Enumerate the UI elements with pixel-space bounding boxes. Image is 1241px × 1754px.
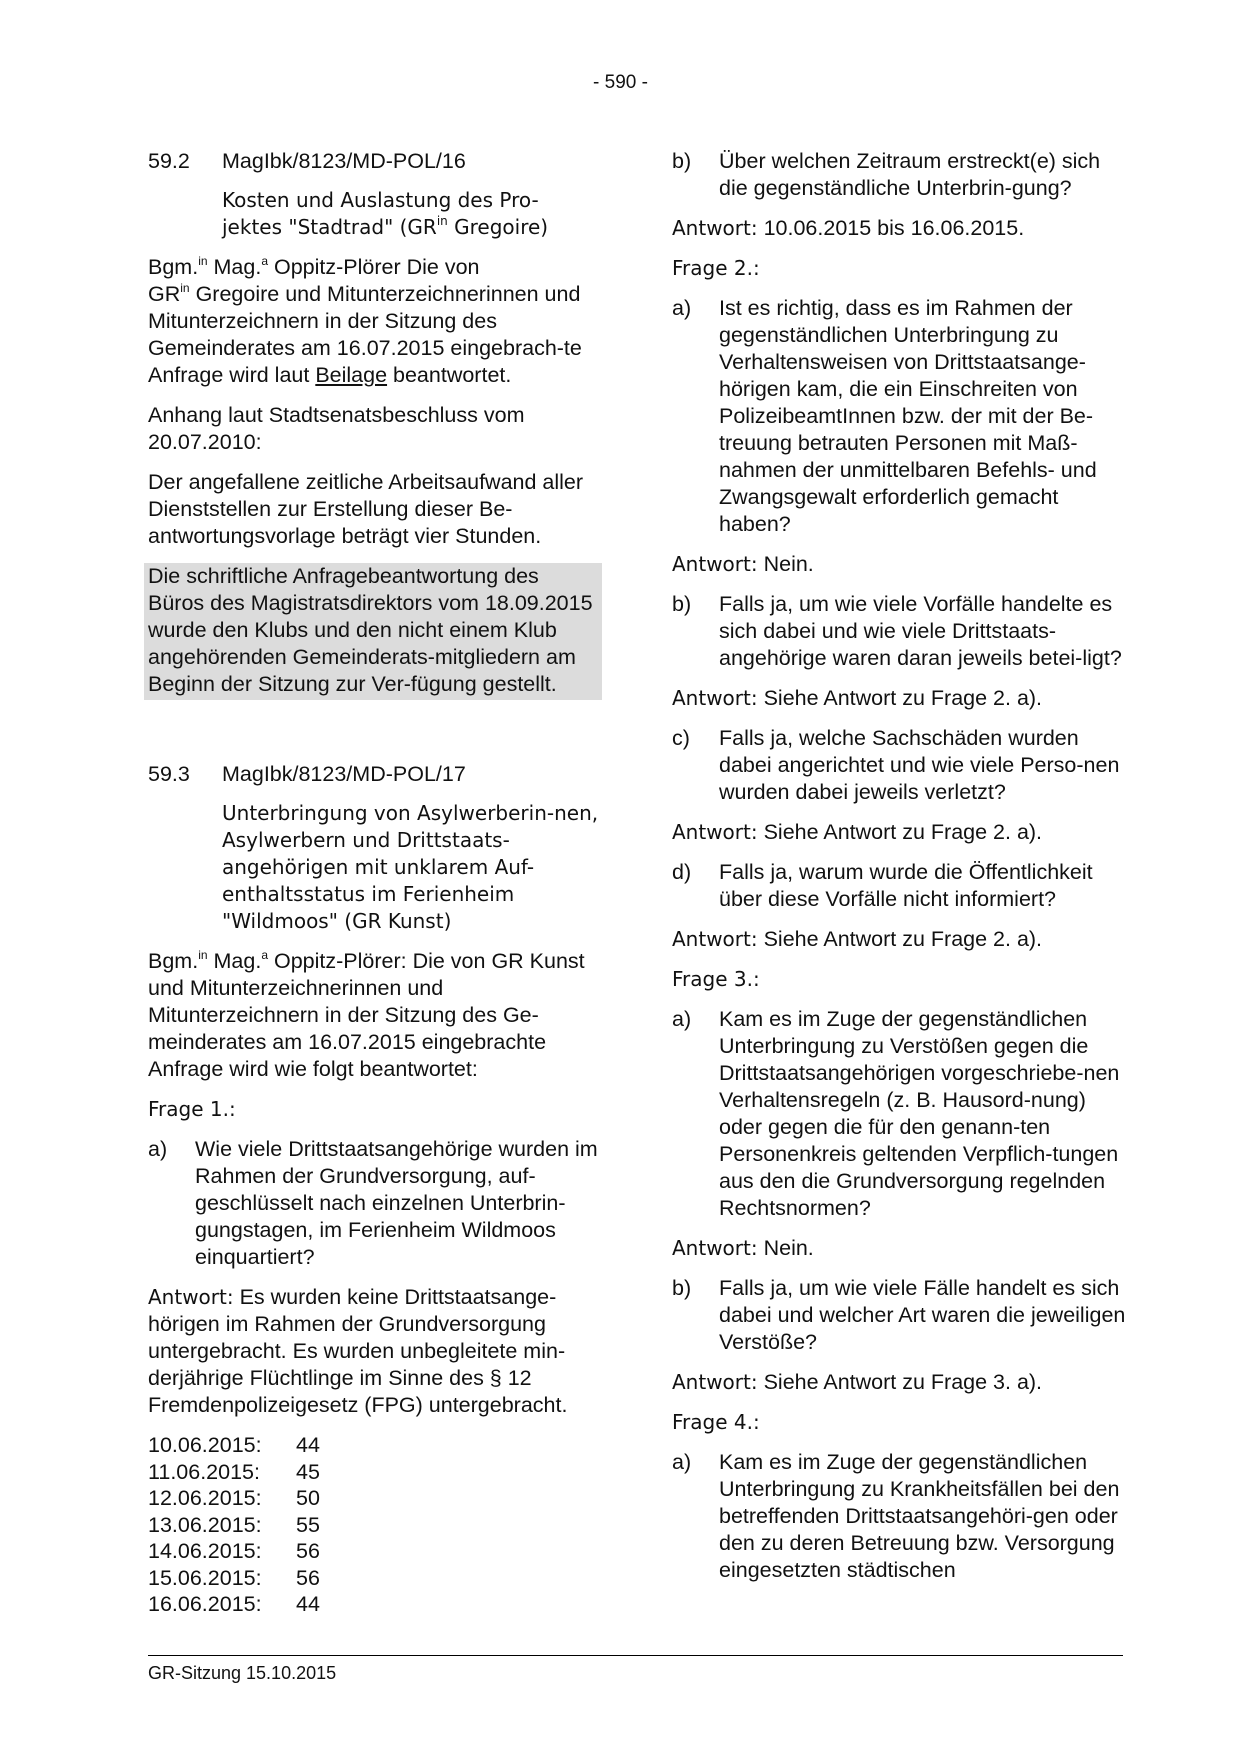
item-label: a) (672, 1450, 692, 1474)
item-text: Kam es im Zuge der gegenständlichen Unterbringung zu Verstößen gegen die Drittstaatsangehörigen vorgeschriebe-nen Verhaltensregeln (z. B. Hausord-nung) oder gegen die für den genann-ten Personenkreis geltenden Verpflich-tungen aus den die Grundversorgung regelnden Rechtsnormen? (719, 1007, 1120, 1220)
section-heading-59-3 (148, 761, 602, 788)
superscript: in (436, 214, 448, 228)
section-code: MagIbk/8123/MD-POL/16 (222, 149, 466, 173)
item-label: c) (672, 726, 690, 750)
section-number: 59.3 (148, 762, 190, 786)
answer: Antwort: Siehe Antwort zu Frage 2. a). (672, 820, 1043, 844)
item-text: Über welchen Zeitraum erstreckt(e) sich die gegenständliche Unterbrin-gung? (719, 149, 1101, 200)
item-label: b) (672, 149, 692, 173)
item-text: Falls ja, welche Sachschäden wurden dabei angerichtet und wie viele Perso-nen wurden dabei jeweils verletzt? (719, 726, 1120, 804)
item-text: Falls ja, um wie viele Fälle handelt es sich dabei und welcher Art waren die jeweiligen Verstöße? (719, 1276, 1126, 1354)
subject-line: jektes "Stadtrad" (GR (222, 215, 437, 239)
answer: Antwort: Siehe Antwort zu Frage 2. a). (672, 927, 1043, 951)
section-number: 59.2 (148, 149, 190, 173)
highlighted-notice: Die schriftliche Anfragebeantwortung des Büros des Magistratsdirektors vom 18.09.2015 wurde den Klubs und den nicht einem Klub angehörenden Gemeinderats-mitgliedern am Beginn der Sitzung zur Ver-fügung gestellt. (144, 563, 602, 700)
answer: Antwort: Siehe Antwort zu Frage 2. a). (672, 686, 1043, 710)
section-subject (222, 187, 602, 241)
answer: Antwort: 10.06.2015 bis 16.06.2015. (672, 216, 1025, 240)
item-label: b) (672, 592, 692, 616)
paragraph: Der angefallene zeitliche Arbeitsaufwand aller Dienststellen zur Erstellung dieser Be-antwortungsvorlage beträgt vier Stunden. (148, 470, 584, 548)
date-row: 12.06.2015: 50 (148, 1486, 320, 1510)
page-number: - 590 - (593, 72, 648, 93)
date-row: 14.06.2015: 56 (148, 1539, 320, 1563)
section-spacer (148, 713, 602, 761)
date-row: 11.06.2015: 45 (148, 1459, 320, 1484)
subject-line: Gregoire) (447, 215, 549, 239)
question-item (672, 1449, 1132, 1584)
item-label: a) (148, 1137, 168, 1161)
right-column (672, 148, 1132, 1597)
paragraph: Anhang laut Stadtsenatsbeschluss vom 20.07.2010: (148, 403, 525, 454)
question-heading: Frage 2.: (672, 256, 760, 280)
answer: Antwort: Nein. (672, 552, 814, 576)
date-row: 13.06.2015: 55 (148, 1512, 320, 1537)
answer: Antwort: Nein. (672, 1236, 814, 1260)
answer: Antwort: Siehe Antwort zu Frage 3. a). (672, 1370, 1043, 1394)
date-row: 16.06.2015: 44 (148, 1592, 320, 1616)
item-text: Wie viele Drittstaatsangehörige wurden im Rahmen der Grundversorgung, auf-geschlüsselt nach einzelnen Unterbrin-gungstagen, im Ferienheim Wildmoos einquartiert? (195, 1137, 598, 1269)
item-text: Kam es im Zuge der gegenständlichen Unterbringung zu Krankheitsfällen bei den betreffenden Drittstaatsangehöri-gen oder den zu deren Betreuung bzw. Versorgung eingesetzten städtischen (719, 1450, 1120, 1582)
item-label: a) (672, 296, 692, 320)
footer-text: GR-Sitzung 15.10.2015 (148, 1663, 337, 1683)
item-label: b) (672, 1276, 692, 1300)
question-item (672, 1275, 1132, 1356)
section-subject: Unterbringung von Asylwerberin-nen, Asylwerbern und Drittstaats-angehörigen mit unklarem Auf-enthaltsstatus im Ferienheim "Wildmoos" (GR Kunst) (222, 801, 599, 933)
date-row: 15.06.2015: 56 (148, 1565, 320, 1590)
date-row: 10.06.2015: 44 (148, 1433, 320, 1457)
item-text: Falls ja, warum wurde die Öffentlichkeit über diese Vorfälle nicht informiert? (719, 860, 1093, 911)
footer-divider (148, 1655, 1123, 1656)
paragraph: Bgm.$^{in}$ Mag.$^a$ Oppitz-Plörer Die von $GR^{in}$ Gregoire und Mitunterzeichnerinnen und Mitunterzeichnern in der Sitzung des Gemeinderates am 16.07.2015 eingebrach-te Anfrage wird laut Beilage beantwortet. (148, 254, 582, 387)
question-item (672, 148, 1132, 202)
beilage-link[interactable]: Beilage (315, 363, 388, 387)
section-heading-59-2 (148, 148, 602, 175)
question-item (148, 1136, 602, 1271)
paragraph: Bgm.$^{in}$ Mag.$^a$ Oppitz-Plörer: Die von GR Kunst und Mitunterzeichnerinnen und Mitunterzeichnern in der Sitzung des Ge-meinderates am 16.07.2015 eingebrachte Anfrage wird wie folgt beantwortet: (148, 948, 585, 1081)
question-heading: Frage 1.: (148, 1097, 236, 1121)
section-code: MagIbk/8123/MD-POL/17 (222, 762, 466, 786)
date-table (148, 1432, 602, 1618)
item-label: d) (672, 860, 692, 884)
question-heading: Frage 3.: (672, 967, 760, 991)
item-text: Falls ja, um wie viele Vorfälle handelte es sich dabei und wie viele Drittstaats-angehörige waren daran jeweils betei-ligt? (719, 592, 1122, 670)
question-item (672, 295, 1132, 538)
subject-line: Kosten und Auslastung des Pro- (222, 188, 539, 212)
question-item (672, 725, 1132, 806)
left-column (148, 148, 602, 1618)
question-heading: Frage 4.: (672, 1410, 760, 1434)
item-text: Ist es richtig, dass es im Rahmen der gegenständlichen Unterbringung zu Verhaltensweisen von Drittstaatsange-hörigen kam, die ein Einschreiten von PolizeibeamtInnen bzw. der mit der Be-treuung betrauten Personen mit Maß-nahmen der unmittelbaren Befehls- und Zwangsgewalt erforderlich gemacht haben? (719, 296, 1097, 536)
question-item (672, 1006, 1132, 1222)
question-item (672, 591, 1132, 672)
answer: Antwort: Es wurden keine Drittstaatsange-hörigen im Rahmen der Grundversorgung untergebracht. Es wurden unbegleitete min-derjährige Flüchtlinge im Sinne des § 12 Fremdenpolizeigesetz (FPG) untergebracht. (148, 1285, 568, 1417)
question-item (672, 859, 1132, 913)
item-label: a) (672, 1007, 692, 1031)
